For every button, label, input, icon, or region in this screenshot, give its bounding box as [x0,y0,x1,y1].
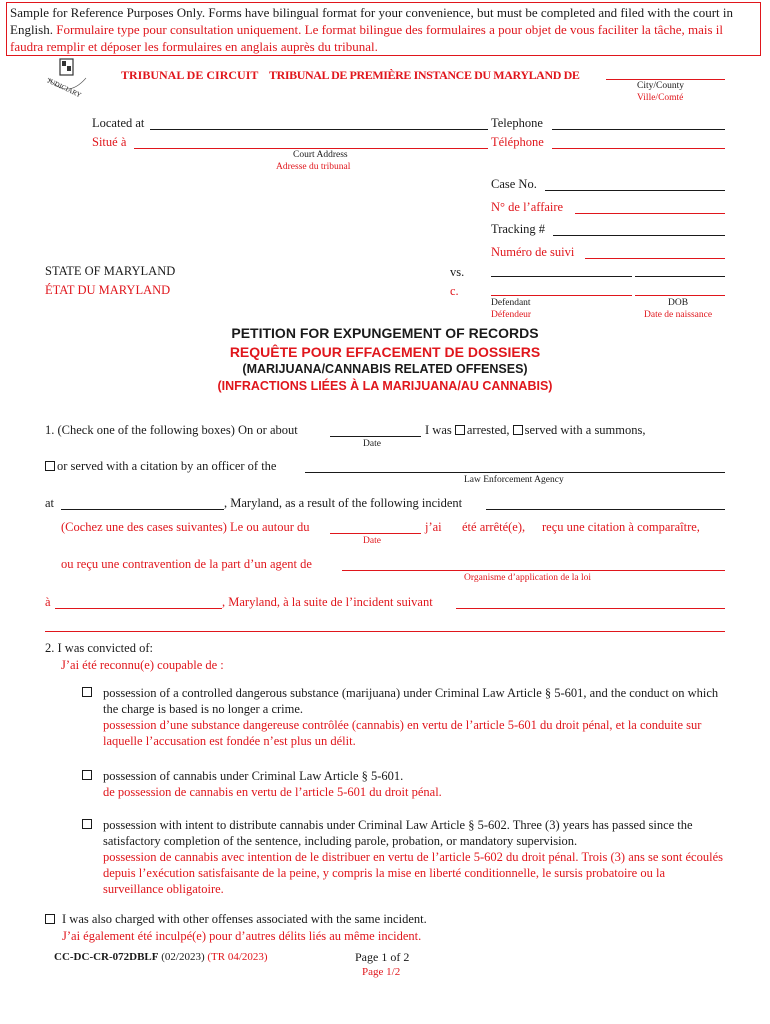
reference-banner [6,2,761,56]
other-charges-label-fr: J’ai également été inculpé(e) pour d’autres délits liés au même incident. [62,929,422,943]
option3-text [103,817,723,897]
court-address-field-fr [134,148,488,149]
tracking-number-field-fr [585,258,725,259]
incident-description-field-fr [456,608,725,609]
telephone-field[interactable] [552,129,725,130]
law-enforcement-agency-field[interactable] [305,472,725,473]
citation-label-fr: ou reçu une contravention de la part d’un agent de [61,557,312,571]
court-address-label-fr: Adresse du tribunal [276,162,351,172]
defendant-label-fr: Défendeur [491,310,532,320]
maryland-incident-label: , Maryland, as a result of the following incident [224,496,463,510]
located-at-label: Located at [92,116,145,130]
case-number-label-fr: N° de l’affaire [491,200,564,214]
form-title-fr: REQUÊTE POUR EFFACEMENT DE DOSSIERS [229,344,541,360]
a-label-fr: à [45,595,51,609]
incident-description-field[interactable] [486,509,725,510]
option2-french: de possession de cannabis en vertu de l’article 5-601 du droit pénal. [103,785,442,799]
state-label-fr: ÉTAT DU MARYLAND [45,283,171,297]
arrested-checkbox[interactable] [455,425,465,435]
section2-heading: 2. I was convicted of: [45,641,153,655]
arrested-label-fr: été arrêté(e), [462,520,526,534]
section1-intro-fr: (Cochez une des cases suivantes) Le ou autour du [61,520,310,534]
court-address-label: Court Address [293,150,348,160]
law-enforcement-agency-label: Law Enforcement Agency [464,475,564,485]
summons-label-fr: reçu une citation à comparaître, [542,520,700,534]
page-number: Page 1 of 2 [355,950,410,964]
page-number-fr: Page 1/2 [362,966,401,978]
telephone-field-fr [552,148,725,149]
option3-checkbox[interactable] [82,819,92,829]
i-was-label: I was [425,423,452,437]
dob-field-fr [635,295,725,296]
law-enforcement-agency-field-fr [342,570,725,571]
tracking-number-label: Tracking # [491,222,546,236]
incident-date-field-fr [330,533,421,534]
located-at-label-fr: Situé à [92,135,127,149]
option1-text [103,685,723,749]
dob-label: DOB [668,298,689,308]
defendant-field-fr [491,295,632,296]
i-was-text [425,423,646,438]
at-label: at [45,496,55,510]
maryland-incident-label-fr: , Maryland, à la suite de l’incident suivant [222,595,433,609]
versus-label-fr: c. [450,284,459,298]
form-id: CC-DC-CR-072DBLF [54,951,159,963]
form-id-footer [54,951,268,963]
section1-intro: 1. (Check one of the following boxes) On or about [45,423,298,437]
telephone-label: Telephone [491,116,543,130]
court-name-english: TRIBUNAL DE CIRCUIT [121,68,259,82]
incident-description-extra-line[interactable] [45,631,725,632]
arrested-label: arrested, [466,423,510,437]
summons-label: served with a summons, [524,423,646,437]
telephone-label-fr: Téléphone [491,135,544,149]
option3-english: possession with intent to distribute cannabis under Criminal Law Article § 5-602. Three (3) years has passed since the satisfactory completion of the sentence, including parole, probation, or mandatory supervision. [103,818,693,848]
form-subtitle: (MARIJUANA/CANNABIS RELATED OFFENSES) [242,362,528,376]
option2-english: possession of cannabis under Criminal Law Article § 5-601. [103,769,404,783]
option3-french: possession de cannabis avec intention de le distribuer en vertu de l’article 5-602 du droit pénal. Trois (3) ans se sont écoulés depuis l’exécution satisfaisante de la peine, y compris la mise en liberté conditionnelle, le sursis probatoire ou la surveillance obligatoire. [103,850,723,896]
form-title: PETITION FOR EXPUNGEMENT OF RECORDS [231,325,539,341]
other-charges-checkbox[interactable] [45,914,55,924]
citation-checkbox[interactable] [45,461,55,471]
option2-checkbox[interactable] [82,770,92,780]
incident-date-label-fr: Date [363,536,381,546]
banner-english: Sample for Reference Purposes Only. Forms have bilingual format for your convenience, but must be completed and filed with the court in English. [10,5,733,37]
tracking-number-label-fr: Numéro de suivi [491,245,575,259]
citation-label: or served with a citation by an officer of the [57,459,277,473]
city-county-field[interactable] [606,79,725,80]
incident-location-field-fr [55,608,222,609]
state-label: STATE OF MARYLAND [45,264,176,278]
form-subtitle-fr: (INFRACTIONS LIÉES À LA MARIJUANA/AU CANNABIS) [217,379,553,393]
court-address-field[interactable] [150,129,488,130]
citation-row [45,459,276,474]
option2-text [103,768,723,800]
summons-checkbox[interactable] [513,425,523,435]
translation-revision: (TR 04/2023) [207,951,268,963]
versus-label: vs. [450,265,465,279]
section2-heading-fr: J’ai été reconnu(e) coupable de : [61,658,224,672]
incident-date-field[interactable] [330,436,421,437]
defendant-field[interactable] [491,276,632,277]
option1-checkbox[interactable] [82,687,92,697]
case-number-label: Case No. [491,177,537,191]
jai-label-fr: j’ai [425,520,442,534]
tracking-number-field[interactable] [553,235,725,236]
option1-english: possession of a controlled dangerous substance (marijuana) under Criminal Law Article § 5-601, and the conduct on which the charge is based is no longer a crime. [103,686,719,716]
incident-location-field[interactable] [61,509,224,510]
case-number-field[interactable] [545,190,725,191]
option1-french: possession d’une substance dangereuse contrôlée (cannabis) en vertu de l’article 5-601 du droit pénal, et la conduite sur laquelle l’accusation est fondée n’est plus un délit. [103,718,702,748]
law-enforcement-agency-label-fr: Organisme d’application de la loi [464,573,591,583]
dob-field[interactable] [635,276,725,277]
court-name-french: TRIBUNAL DE PREMIÈRE INSTANCE DU MARYLAND DE [269,68,580,82]
city-county-label: City/County [637,81,684,91]
case-number-field-fr [575,213,725,214]
seal-text: JUDICIARY [46,76,83,100]
city-county-label-fr: Ville/Comté [637,93,684,103]
other-charges-label: I was also charged with other offenses associated with the same incident. [62,912,427,926]
banner-french: Formulaire type pour consultation uniquement. Le format bilingue des formulaires a pour objet de vous faciliter la tâche, mais il faudra remplir et déposer les formulaires en anglais auprès du tribunal. [10,22,724,54]
dob-label-fr: Date de naissance [644,310,713,320]
incident-date-label: Date [363,439,381,449]
defendant-label: Defendant [491,298,531,308]
form-date: (02/2023) [161,951,205,963]
